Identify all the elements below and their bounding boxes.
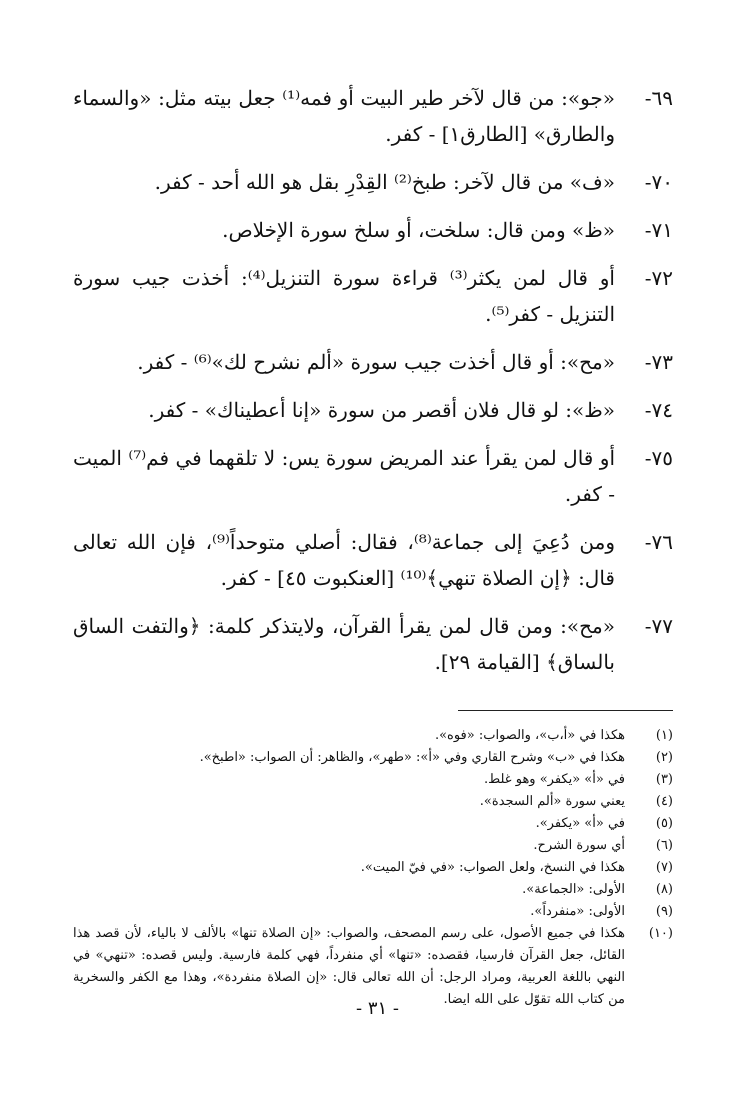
footnote-number: (٨) [655,882,673,897]
entry-74 [73,392,673,428]
entry-text: «ظ»: لو قال فلان أقصر من سورة «إنا أعطيناك» - كفر. [148,398,615,422]
entry-75 [73,440,673,512]
footnote-6 [73,835,673,857]
footnote-text: أي سورة الشرح. [533,838,625,853]
footnote-5 [73,813,673,835]
footnote-number: (٦) [655,838,673,853]
entry-69 [73,80,673,152]
entry-73 [73,344,673,380]
entry-number: ٧٧- [644,614,673,638]
entry-number: ٧٢- [644,266,673,290]
entry-number: ٧٣- [644,350,673,374]
entry-text: «ظ» ومن قال: سلخت، أو سلخ سورة الإخلاص. [222,218,615,242]
page-number: - ٣١ - [356,998,399,1019]
footnote-text: الأولى: «الجماعة». [522,882,625,897]
footnote-text: في «أ» «يكفر». [535,816,625,831]
entry-text: «مح»: ومن قال لمن يقرأ القرآن، ولايتذكر كلمة: ﴿والتفت الساق بالساق﴾ [القيامة ٢٩]. [73,614,615,674]
footnote-text: الأولى: «منفرداً». [530,904,625,919]
footnote-number: (٤) [655,794,673,809]
footnote-number: (٣) [655,772,673,787]
footnote-number: (٩) [655,904,673,919]
page-content [73,80,673,1011]
footnote-number: (١) [655,728,673,743]
entry-text: «جو»: من قال لآخر طير البيت أو فمه⁽¹⁾ جعل بيته مثل: «والسماء والطارق» [الطارق١] - كفر. [73,86,615,146]
footnotes [73,725,673,1011]
footnote-text: هكذا في «أ،ب»، والصواب: «فوه». [434,728,625,743]
entry-text: ومن دُعِيَ إلى جماعة⁽⁸⁾، فقال: أصلي متوحداً⁽⁹⁾، فإن الله تعالى قال: ﴿إن الصلاة تنهي﴾⁽¹⁰⁾ [العنكبوت ٤٥] - كفر. [73,530,615,590]
entry-77 [73,608,673,680]
footnote-number: (٥) [655,816,673,831]
main-entries [73,80,673,680]
entry-number: ٧٥- [644,446,673,470]
footnote-number: (٢) [655,750,673,765]
entry-70 [73,164,673,200]
entry-text: «ف» من قال لآخر: طبخ⁽²⁾ القِدْرِ بقل هو الله أحد - كفر. [154,170,615,194]
entry-number: ٦٩- [644,86,673,110]
footnote-4 [73,791,673,813]
entry-76 [73,524,673,596]
footnote-text: في «أ» «يكفر» وهو غلط. [484,772,625,787]
footnote-9 [73,901,673,923]
footnote-number: (٧) [655,860,673,875]
footnote-1 [73,725,673,747]
entry-72 [73,260,673,332]
footnote-separator [458,710,673,711]
entry-number: ٧٠- [644,170,673,194]
footnote-8 [73,879,673,901]
entry-number: ٧١- [644,218,673,242]
entry-number: ٧٤- [644,398,673,422]
footnote-text: هكذا في جميع الأصول، على رسم المصحف، والصواب: «إن الصلاة تنها» بالألف لا بالياء، لأن قصد هذا القائل، جعل القرآن فارسيا، فقصده: «تنها» أي منفرداً، فهي كلمة فارسية. وليس قصده: «تنهي» في النهي باللغة العربية، ومراد الرجل: أن الله تعالى قال: «إن الصلاة منفردة»، وهذا مع الكفر والسخرية من كتاب الله تقوّل على الله ايضا. [73,926,625,1007]
footnote-2 [73,747,673,769]
entry-text: أو قال لمن يقرأ عند المريض سورة يس: لا تلقهما في فم⁽⁷⁾ الميت - كفر. [73,446,615,506]
entry-text: أو قال لمن يكثر⁽³⁾ قراءة سورة التنزيل⁽⁴⁾: أخذت جيب سورة التنزيل - كفر⁽⁵⁾. [73,266,615,326]
entry-number: ٧٦- [644,530,673,554]
footnote-text: هكذا في النسخ، ولعل الصواب: «في فيّ الميت». [360,860,625,875]
footnote-text: يعني سورة «ألم السجدة». [479,794,625,809]
entry-71 [73,212,673,248]
footnote-7 [73,857,673,879]
footnote-number: (١٠) [648,926,673,941]
footnote-text: هكذا في «ب» وشرح القاري وفي «أ»: «طهر»، والظاهر: أن الصواب: «اطبخ». [199,750,625,765]
entry-text: «مح»: أو قال أخذت جيب سورة «ألم نشرح لك»⁽⁶⁾ - كفر. [137,350,615,374]
footnote-3 [73,769,673,791]
